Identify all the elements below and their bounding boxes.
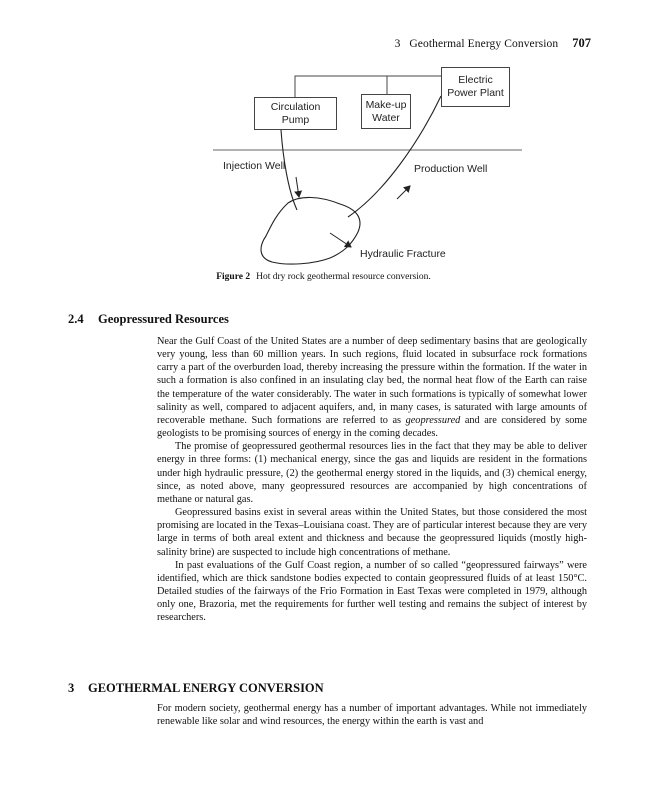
hydraulic-fracture-arrow [330,233,351,247]
figure-hot-dry-rock [0,0,647,300]
paragraph-1-text: Near the Gulf Coast of the United States are a number of deep sedimentary basins that are geologically very young, less than 60 million years. In such regions, fluid located in subsurface rock formations carry a part of the overburden load, thereby increasing the pressure within the formation. If the water in such a formation is also confined in an insulating clay bed, the normal heat flow of the Earth can raise the temperature of the water considerably. The water in such formations is typically of somewhat lower salinity as well, compared to adjacent aquifers, and, in many cases, is saturated with large amounts of recoverable methane. Such formations are referred to as [157,336,587,426]
section-2-4-body [157,335,587,624]
figure-caption-text: Hot dry rock geothermal resource conversion. [256,272,431,282]
paragraph: For modern society, geothermal energy has a number of important advantages. While not immediately renewable like solar and wind resources, the energy within the earth is vast and [157,703,587,728]
section-3-body [157,702,587,728]
section-3-title: GEOTHERMAL ENERGY CONVERSION [88,681,324,695]
figure-caption [0,272,647,282]
injection-flow-arrow [296,177,299,197]
paragraph-1-italic-term: geopressured [405,414,461,426]
chapter-title: 3 Geothermal Energy Conversion [394,38,559,50]
figure-diagram [0,0,647,300]
hydraulic-fracture-label: Hydraulic Fracture [360,248,446,260]
section-2-4-number: 2.4 [68,312,84,326]
section-3-number: 3 [68,681,75,695]
makeup-water-line1: Make-up [365,98,407,111]
circulation-pump-line2: Pump [281,113,310,126]
page-number: 707 [572,36,591,50]
power-plant-line1: Electric [458,74,493,86]
paragraph: In past evaluations of the Gulf Coast region, a number of so called “geopressured fairways” were identified, which are thick sandstone bodies expected to contain geopressured fluids of at least 150°C. Detailed studies of the fairways of the Frio Formation in East Texas were completed in 1979, although only one, Brazoria, met the requirements for further well testing and remains the subject of interest by researchers. [157,559,587,624]
section-3-heading [68,681,324,696]
makeup-water-line2: Water [372,111,400,124]
power-plant-box [441,67,510,107]
paragraph: The promise of geopressured geothermal resources lies in the fact that they may be able to deliver energy in three forms: (1) mechanical energy, since the gas and liquids are resident in the formations under high hydraulic pressure, (2) the geothermal energy stored in the liquids, and (3) chemical energy, since, as noted above, many geopressured resources are accompanied by high concentrations of methane or natural gas. [157,441,587,505]
paragraph [157,335,587,440]
section-2-4-title: Geopressured Resources [98,312,229,326]
power-plant-line2: Power Plant [447,87,504,99]
makeup-water-box [361,94,411,129]
paragraph-1-tail: and are considered by some geologists to be promising sources of energy in the coming decades. [157,414,587,440]
figure-caption-label: Figure 2 [216,272,251,282]
paragraph: Geopressured basins exist in several areas within the United States, but those considered the most promising are located in the Texas–Louisiana coast. They are of particular interest because they are very large in terms of both areal extent and thickness and because the geopressured liquids (mostly high-salinity brine) are suspected to include high concentrations of methane. [157,507,587,558]
circulation-pump-line1: Circulation [270,100,321,113]
circulation-pump-box [254,97,337,130]
production-well-label: Production Well [414,163,488,175]
fracture-zone [261,197,360,264]
section-2-4-heading [68,312,229,327]
production-flow-arrow [397,186,410,199]
injection-well-label: Injection Well [223,160,286,172]
